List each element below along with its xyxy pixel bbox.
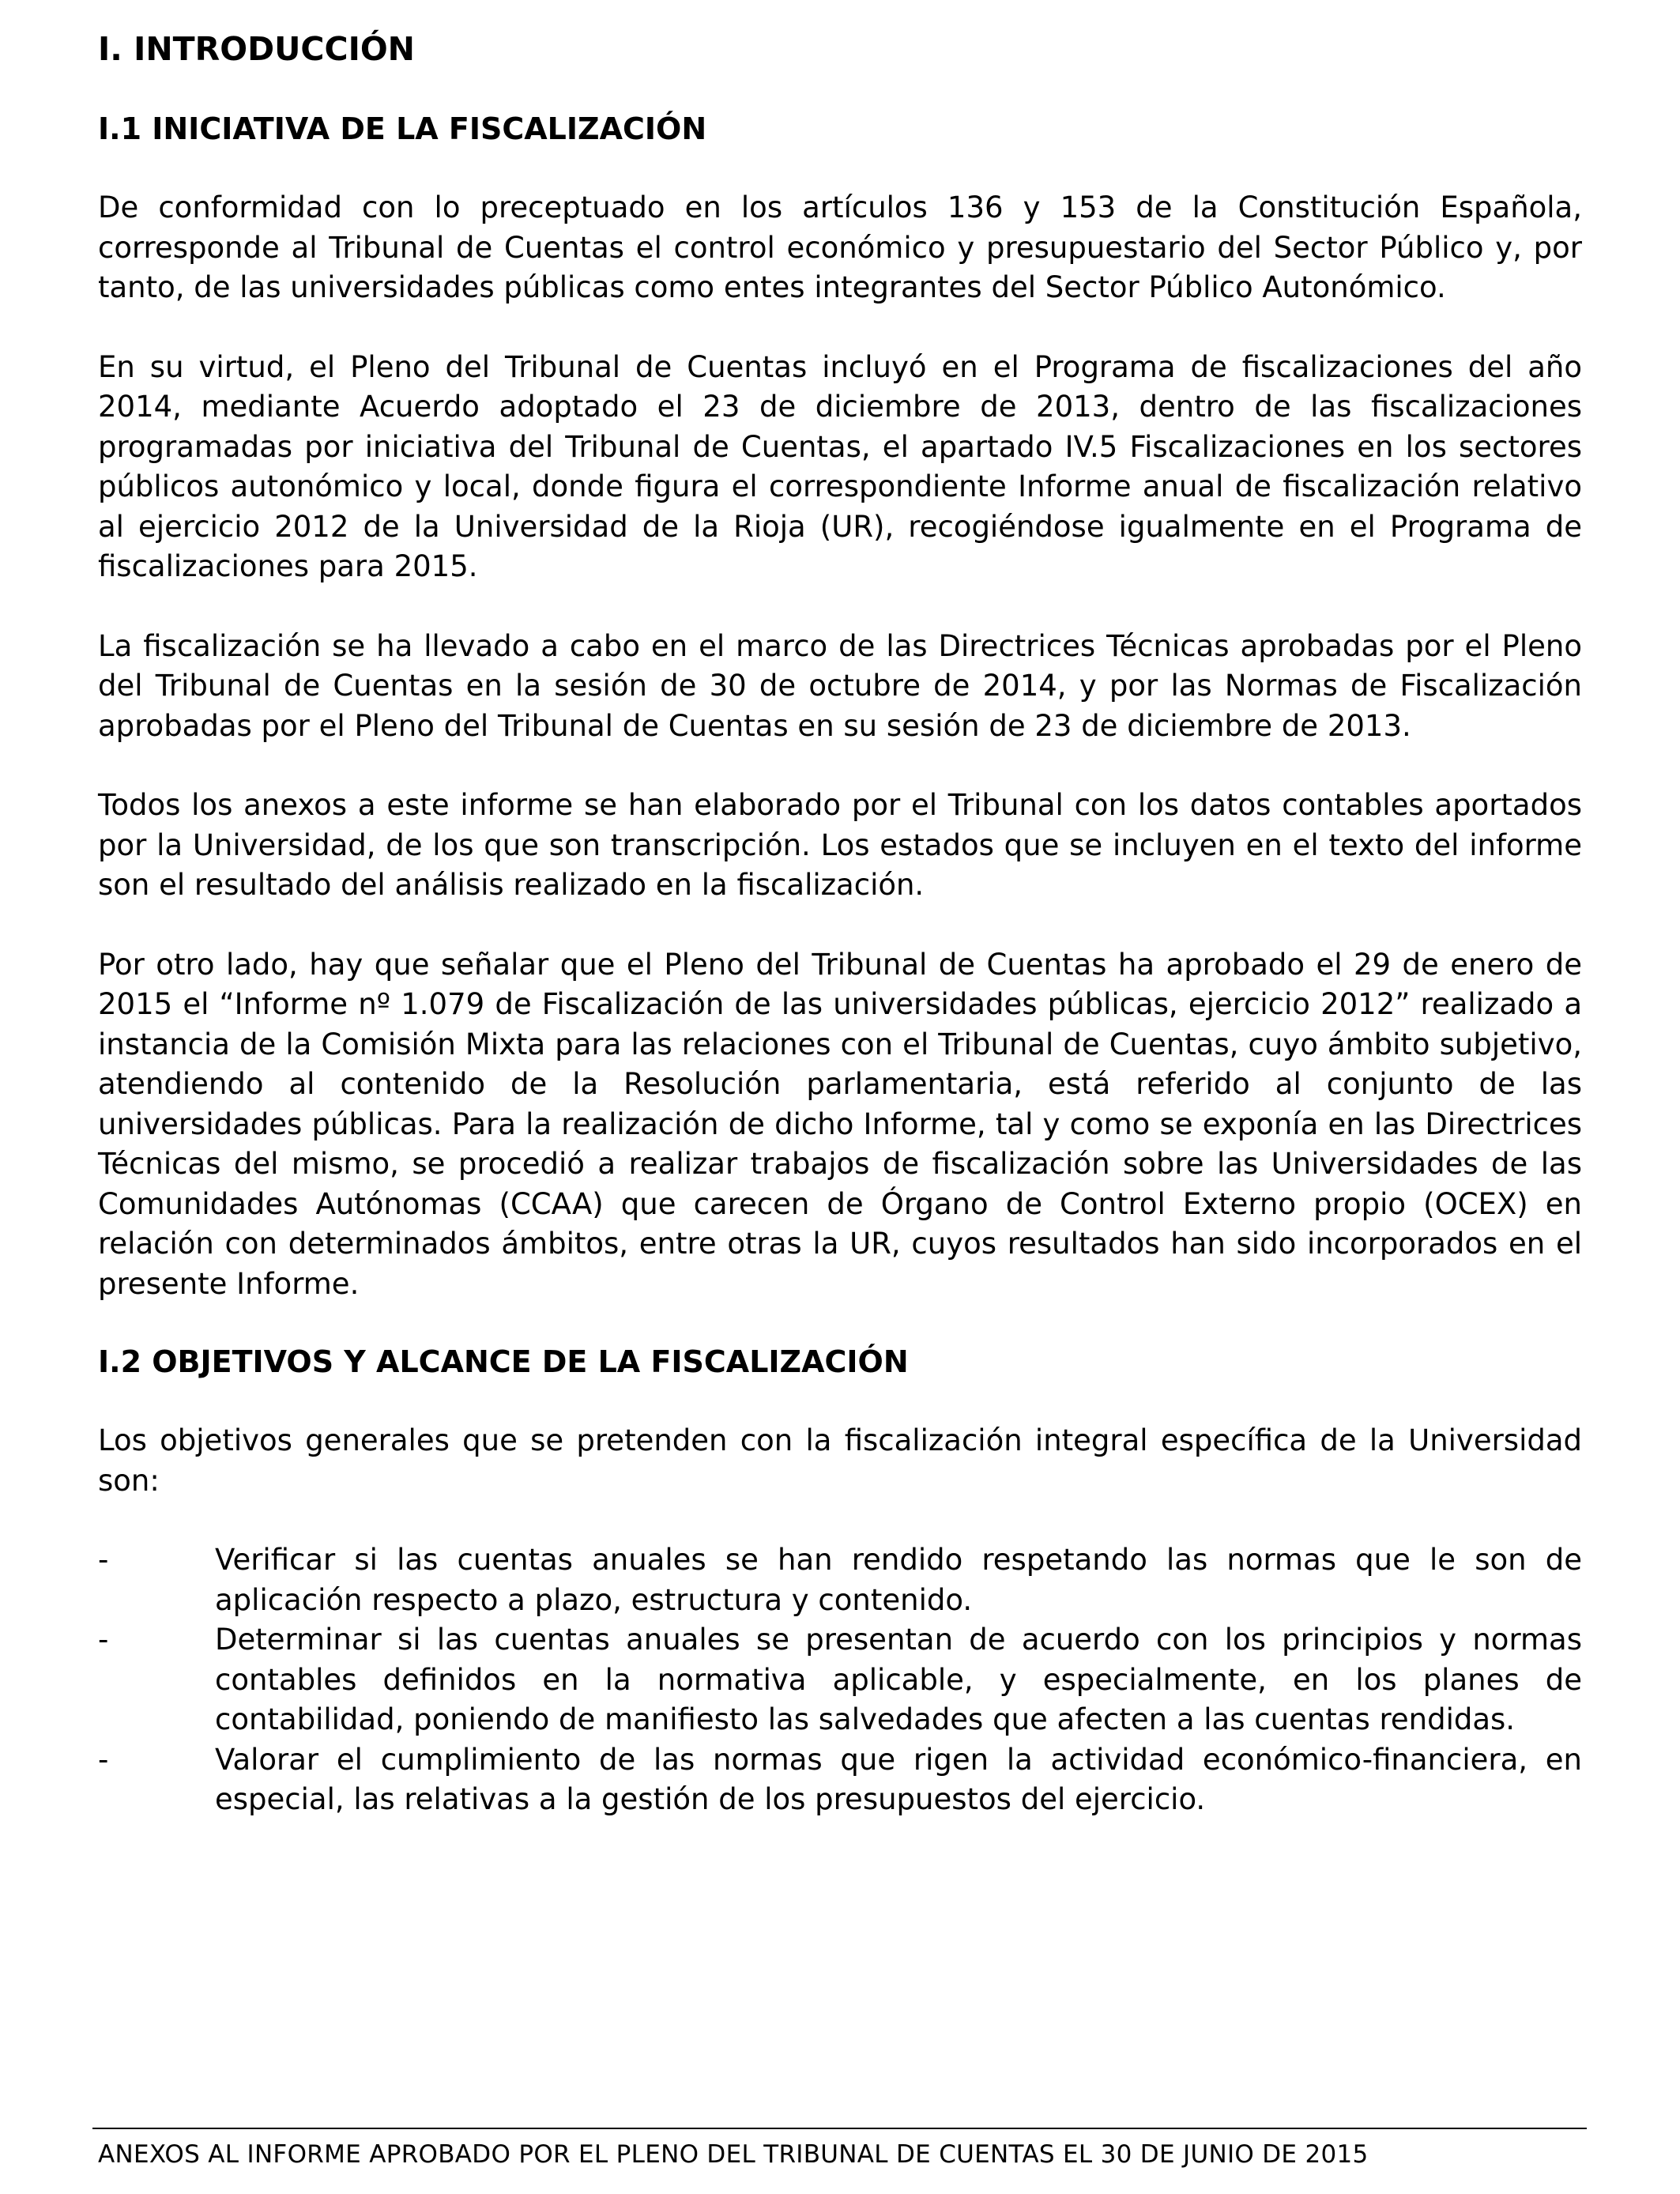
section-title: I. INTRODUCCIÓN — [98, 30, 415, 68]
footer-divider — [92, 2128, 1587, 2129]
bullet-dash: - — [98, 1623, 109, 1657]
paragraph-objetivos-intro: Los objetivos generales que se pretenden con la fiscalización integral específica de la Universidad son: — [98, 1423, 1582, 1498]
document-body — [98, 28, 1582, 1820]
paragraph-constitucion: De conformidad con lo preceptuado en los artículos 136 y 153 de la Constitución Española, corresponde al Tribunal de Cuentas el control económico y presupuestario del Sector Público y, por tanto, de las universidades públicas como entes integrantes del Sector Público Autonómico. — [98, 190, 1582, 304]
list-item — [98, 1540, 1582, 1620]
list-item-text: Valorar el cumplimiento de las normas que rigen la actividad económico-financiera, en especial, las relativas a la gestión de los presupuestos del ejercicio. — [215, 1742, 1582, 1816]
subsection-title-objetivos: I.2 OBJETIVOS Y ALCANCE DE LA FISCALIZACIÓN — [98, 1344, 909, 1379]
paragraph-anexos: Todos los anexos a este informe se han elaborado por el Tribunal con los datos contables aportados por la Universidad, de los que son transcripción. Los estados que se incluyen en el texto del informe son el resultado del análisis realizado en la fiscalización. — [98, 788, 1582, 902]
list-item — [98, 1620, 1582, 1740]
subsection-title-iniciativa: I.1 INICIATIVA DE LA FISCALIZACIÓN — [98, 111, 707, 146]
paragraph-programa: En su virtud, el Pleno del Tribunal de Cuentas incluyó en el Programa de fiscalizaciones del año 2014, mediante Acuerdo adoptado el 23 de diciembre de 2013, dentro de las fiscalizaciones programadas por iniciativa del Tribunal de Cuentas, el apartado IV.5 Fiscalizaciones en los sectores públicos autonómico y local, donde figura el correspondiente Informe anual de fiscalización relativo al ejercicio 2012 de la Universidad de la Rioja (UR), recogiéndose igualmente en el Programa de fiscalizaciones para 2015. — [98, 349, 1582, 583]
bullet-dash: - — [98, 1543, 109, 1577]
paragraph-informe-1079: Por otro lado, hay que señalar que el Pleno del Tribunal de Cuentas ha aprobado el 29 de enero de 2015 el “Informe nº 1.079 de Fiscalización de las universidades públicas, ejercicio 2012” realizado a instancia de la Comisión Mixta para las relaciones con el Tribunal de Cuentas, cuyo ámbito subjetivo, atendiendo al contenido de la Resolución parlamentaria, está referido al conjunto de las universidades públicas. Para la realización de dicho Informe, tal y como se exponía en las Directrices Técnicas del mismo, se procedió a realizar trabajos de fiscalización sobre las Universidades de las Comunidades Autónomas (CCAA) que carecen de Órgano de Control Externo propio (OCEX) en relación con determinados ámbitos, entre otras la UR, cuyos resultados han sido incorporados en el presente Informe. — [98, 947, 1582, 1301]
page-footer: ANEXOS AL INFORME APROBADO POR EL PLENO DEL TRIBUNAL DE CUENTAS EL 30 DE JUNIO DE 2015 — [98, 2140, 1369, 2169]
list-item — [98, 1740, 1582, 1820]
objectives-list — [98, 1540, 1582, 1820]
list-item-text: Determinar si las cuentas anuales se presentan de acuerdo con los principios y normas contables definidos en la normativa aplicable, y especialmente, en los planes de contabilidad, poniendo de manifiesto las salvedades que afecten a las cuentas rendidas. — [215, 1623, 1582, 1736]
list-item-text: Verificar si las cuentas anuales se han rendido respetando las normas que le son de aplicación respecto a plazo, estructura y contenido. — [215, 1543, 1582, 1617]
paragraph-directrices: La fiscalización se ha llevado a cabo en el marco de las Directrices Técnicas aprobadas por el Pleno del Tribunal de Cuentas en la sesión de 30 de octubre de 2014, y por las Normas de Fiscalización aprobadas por el Pleno del Tribunal de Cuentas en su sesión de 23 de diciembre de 2013. — [98, 628, 1582, 743]
bullet-dash: - — [98, 1742, 109, 1777]
